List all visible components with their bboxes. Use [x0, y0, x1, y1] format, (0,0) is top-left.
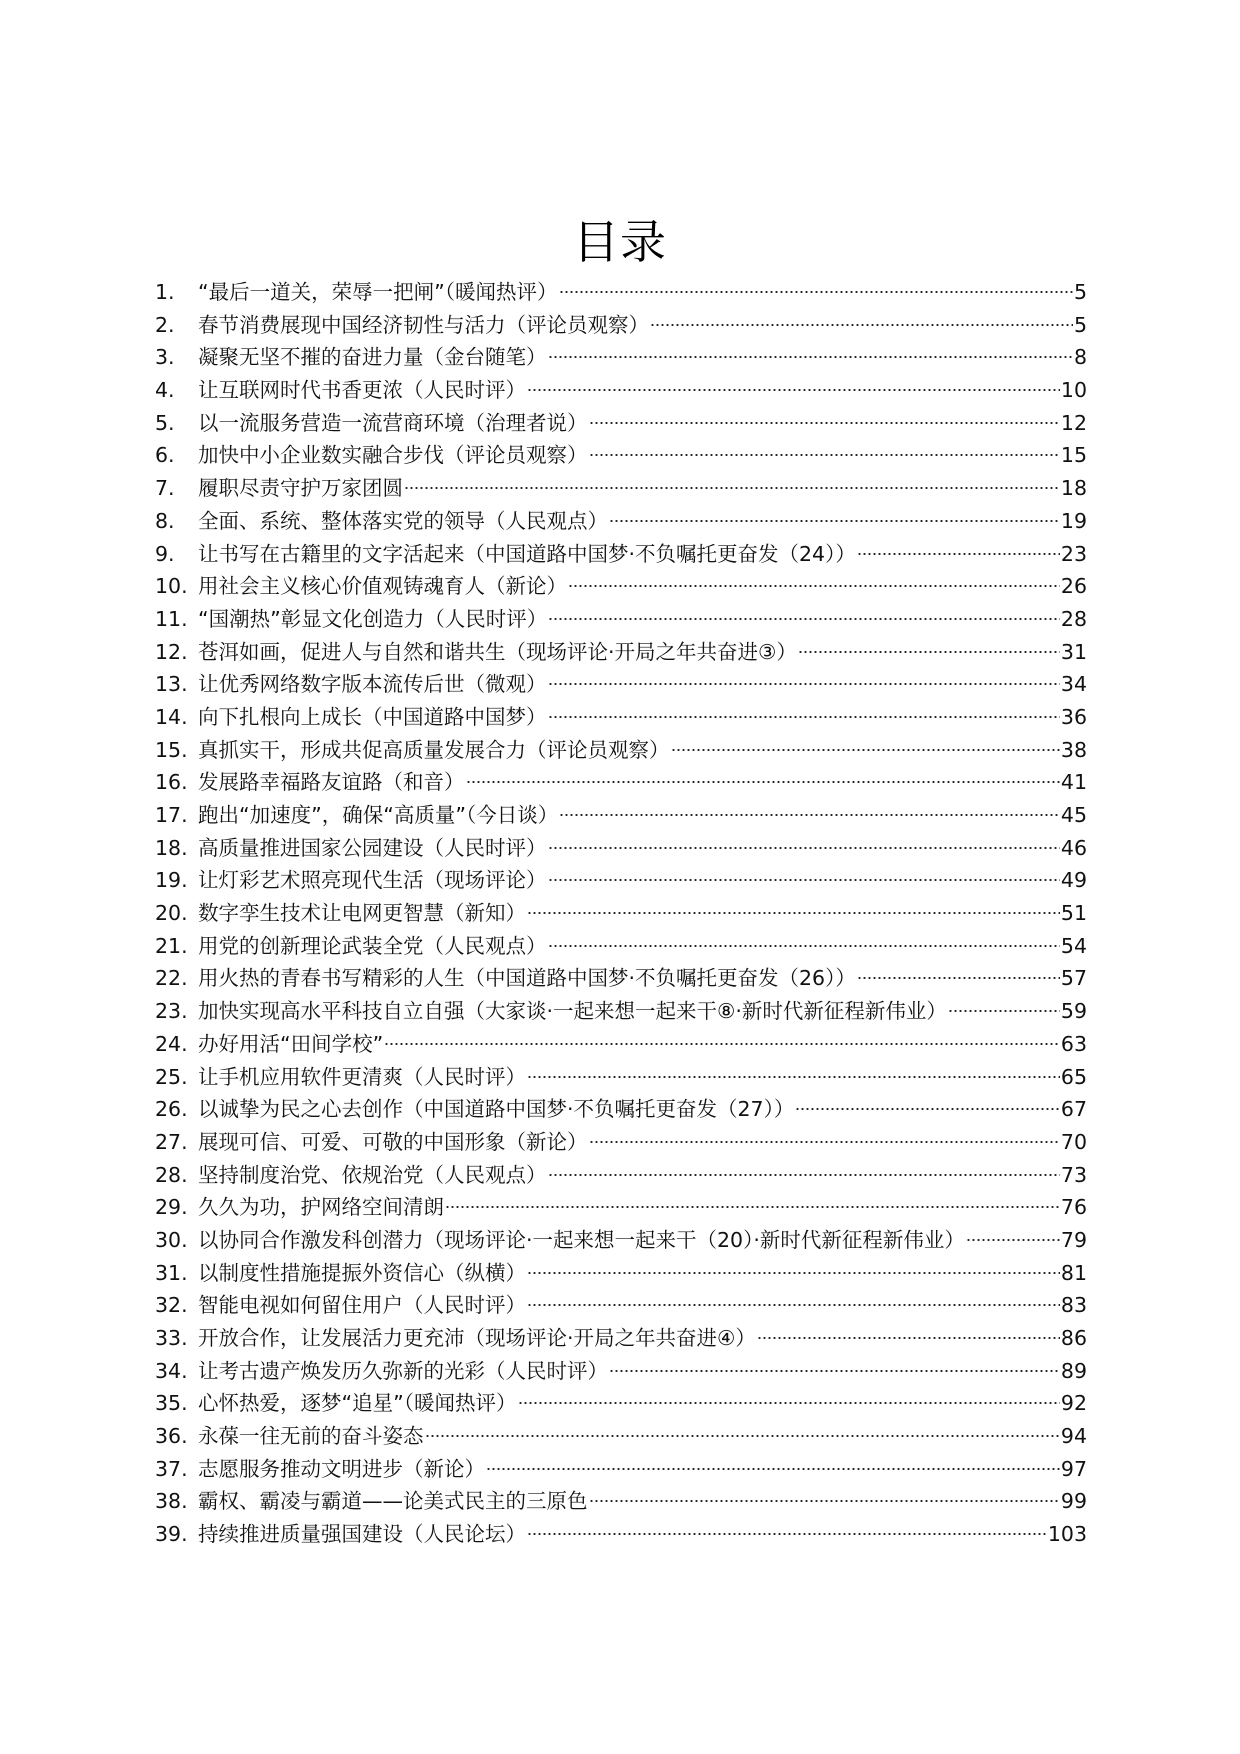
- toc-entry-page-number[interactable]: 19: [1060, 508, 1087, 533]
- toc-entry-page-number[interactable]: 79: [1060, 1227, 1087, 1252]
- toc-dot-leader: [548, 846, 1060, 850]
- toc-entry-title[interactable]: “国潮热”彰显文化创造力（人民时评）: [198, 606, 548, 631]
- toc-entry-title[interactable]: 智能电视如何留住用户（人民时评）: [198, 1293, 526, 1318]
- toc-entry-title[interactable]: 久久为功，护网络空间清朗: [198, 1195, 444, 1220]
- toc-entry[interactable]: [155, 1061, 1087, 1094]
- toc-entry-title[interactable]: 展现可信、可爱、可敬的中国形象（新论）: [198, 1129, 588, 1154]
- toc-entry-page-number[interactable]: 97: [1060, 1456, 1087, 1481]
- toc-entry-page-number[interactable]: 5: [1073, 312, 1087, 337]
- toc-entry-number: 30.: [155, 1227, 188, 1252]
- toc-dot-leader: [548, 944, 1060, 948]
- toc-entry-page-number[interactable]: 92: [1060, 1391, 1087, 1416]
- toc-entry[interactable]: [155, 538, 1087, 571]
- toc-entry-title[interactable]: 高质量推进国家公园建设（人民时评）: [198, 835, 547, 860]
- table-of-contents: [155, 276, 1087, 1551]
- toc-entry-title[interactable]: 发展路幸福路友谊路（和音）: [198, 770, 465, 795]
- toc-entry-title[interactable]: 让互联网时代书香更浓（人民时评）: [198, 378, 526, 403]
- toc-dot-leader: [548, 1173, 1060, 1177]
- toc-entry-number: 29.: [155, 1195, 188, 1220]
- toc-dot-leader: [548, 355, 1073, 359]
- toc-dot-leader: [384, 1042, 1060, 1046]
- toc-entry-number: 21.: [155, 933, 188, 958]
- toc-dot-leader: [609, 1369, 1060, 1373]
- toc-entry[interactable]: [155, 1159, 1087, 1192]
- toc-entry-page-number[interactable]: 49: [1060, 868, 1087, 893]
- toc-entry[interactable]: [155, 1289, 1087, 1322]
- toc-entry[interactable]: [155, 309, 1087, 342]
- toc-entry[interactable]: [155, 1093, 1087, 1126]
- toc-entry[interactable]: [155, 472, 1087, 505]
- toc-entry-number: 38.: [155, 1489, 188, 1514]
- toc-entry[interactable]: [155, 930, 1087, 963]
- toc-dot-leader: [425, 1434, 1060, 1438]
- toc-entry-title[interactable]: 用党的创新理论武装全党（人民观点）: [198, 933, 547, 958]
- toc-entry-title[interactable]: 以一流服务营造一流营商环境（治理者说）: [198, 410, 588, 435]
- toc-entry-number: 33.: [155, 1326, 188, 1350]
- toc-entry-page-number[interactable]: 73: [1060, 1162, 1087, 1187]
- toc-entry-number: 12.: [155, 639, 188, 664]
- toc-dot-leader: [527, 1303, 1060, 1307]
- toc-dot-leader: [527, 1532, 1047, 1536]
- toc-dot-leader: [798, 650, 1060, 654]
- toc-entry-title[interactable]: 全面、系统、整体落实党的领导（人民观点）: [198, 508, 608, 533]
- toc-entry-page-number[interactable]: 46: [1060, 835, 1087, 860]
- toc-entry-title[interactable]: 春节消费展现中国经济韧性与活力（评论员观察）: [198, 312, 649, 337]
- toc-entry-number: 11.: [155, 606, 188, 631]
- toc-entry-number: 9.: [155, 541, 175, 566]
- toc-entry[interactable]: [155, 1518, 1087, 1551]
- toc-entry-number: 28.: [155, 1162, 188, 1187]
- toc-entry[interactable]: [155, 276, 1087, 309]
- toc-entry-number: 17.: [155, 803, 188, 827]
- toc-entry[interactable]: [155, 1420, 1087, 1453]
- toc-entry-number: 36.: [155, 1424, 188, 1449]
- toc-entry-number: 5.: [155, 410, 175, 435]
- toc-entry-title[interactable]: 坚持制度治党、依规治党（人民观点）: [198, 1162, 547, 1187]
- toc-entry[interactable]: [155, 374, 1087, 407]
- toc-entry-title[interactable]: 让考古遗产焕发历久弥新的光彩（人民时评）: [198, 1358, 608, 1383]
- toc-dot-leader: [527, 911, 1060, 915]
- toc-entry-page-number[interactable]: 63: [1060, 1031, 1087, 1056]
- toc-entry[interactable]: [155, 1355, 1087, 1388]
- toc-entry-page-number[interactable]: 28: [1060, 606, 1087, 631]
- toc-entry-page-number[interactable]: 59: [1060, 999, 1087, 1024]
- toc-entry-title[interactable]: 加快中小企业数实融合步伐（评论员观察）: [198, 443, 588, 468]
- toc-entry-number: 6.: [155, 443, 175, 468]
- toc-entry-page-number[interactable]: 5: [1073, 280, 1087, 304]
- toc-entry-title[interactable]: 凝聚无坚不摧的奋进力量（金台随笔）: [198, 345, 547, 370]
- toc-entry-number: 19.: [155, 868, 188, 893]
- toc-entry-title[interactable]: 让书写在古籍里的文字活起来（中国道路中国梦·不负嘱托更奋发（24））: [198, 541, 856, 566]
- toc-entry-number: 32.: [155, 1293, 188, 1318]
- toc-entry-page-number[interactable]: 45: [1060, 803, 1087, 827]
- page-title: 目录: [573, 215, 667, 269]
- toc-entry[interactable]: [155, 995, 1087, 1028]
- toc-entry-number: 26.: [155, 1097, 188, 1122]
- toc-entry-number: 39.: [155, 1522, 188, 1547]
- toc-entry-page-number[interactable]: 86: [1060, 1326, 1087, 1350]
- toc-entry-title[interactable]: 办好用活“田间学校”: [198, 1031, 384, 1056]
- toc-entry[interactable]: [155, 1485, 1087, 1518]
- toc-dot-leader: [795, 1107, 1060, 1111]
- toc-entry-title[interactable]: 数字孪生技术让电网更智慧（新知）: [198, 901, 526, 926]
- toc-entry[interactable]: [155, 1126, 1087, 1159]
- toc-entry-number: 31.: [155, 1260, 188, 1285]
- toc-entry-number: 16.: [155, 770, 188, 795]
- toc-entry[interactable]: [155, 1191, 1087, 1224]
- toc-entry[interactable]: [155, 341, 1087, 374]
- toc-entry-page-number[interactable]: 26: [1060, 574, 1087, 599]
- toc-entry-page-number[interactable]: 31: [1060, 639, 1087, 664]
- toc-dot-leader: [404, 486, 1060, 490]
- toc-entry-title[interactable]: 心怀热爱，逐梦“追星”（暖闻热评）: [198, 1391, 517, 1416]
- toc-entry-title[interactable]: 以制度性措施提振外资信心（纵横）: [198, 1260, 526, 1285]
- toc-dot-leader: [948, 1009, 1060, 1013]
- toc-entry[interactable]: [155, 897, 1087, 930]
- toc-entry-number: 22.: [155, 966, 188, 991]
- toc-dot-leader: [518, 1401, 1060, 1405]
- toc-entry-page-number[interactable]: 99: [1060, 1489, 1087, 1514]
- toc-entry-number: 8.: [155, 508, 175, 533]
- toc-entry-number: 4.: [155, 378, 175, 403]
- toc-dot-leader: [650, 323, 1073, 327]
- toc-dot-leader: [857, 552, 1060, 556]
- toc-dot-leader: [548, 715, 1060, 719]
- toc-dot-leader: [548, 878, 1060, 882]
- toc-entry-page-number[interactable]: 103: [1047, 1522, 1087, 1547]
- toc-entry-number: 3.: [155, 345, 175, 370]
- toc-entry-number: 35.: [155, 1391, 188, 1416]
- toc-entry[interactable]: [155, 407, 1087, 440]
- toc-dot-leader: [568, 584, 1060, 588]
- toc-entry[interactable]: [155, 1257, 1087, 1290]
- toc-entry-number: 23.: [155, 999, 188, 1024]
- toc-entry-title[interactable]: 向下扎根向上成长（中国道路中国梦）: [198, 704, 547, 729]
- toc-entry-page-number[interactable]: 10: [1060, 378, 1087, 403]
- toc-entry[interactable]: [155, 1453, 1087, 1486]
- toc-dot-leader: [548, 617, 1060, 621]
- toc-entry-page-number[interactable]: 83: [1060, 1293, 1087, 1318]
- toc-entry-title[interactable]: 持续推进质量强国建设（人民论坛）: [198, 1522, 526, 1547]
- toc-entry-page-number[interactable]: 94: [1060, 1424, 1087, 1449]
- toc-entry-page-number[interactable]: 70: [1060, 1129, 1087, 1154]
- toc-entry-title[interactable]: 永葆一往无前的奋斗姿态: [198, 1424, 424, 1449]
- toc-entry-page-number[interactable]: 81: [1060, 1260, 1087, 1285]
- toc-dot-leader: [966, 1238, 1060, 1242]
- toc-entry[interactable]: [155, 832, 1087, 865]
- toc-dot-leader: [757, 1336, 1060, 1340]
- toc-entry-number: 20.: [155, 901, 188, 926]
- toc-entry[interactable]: [155, 1224, 1087, 1257]
- toc-dot-leader: [527, 1271, 1060, 1275]
- toc-entry-number: 10.: [155, 574, 188, 599]
- toc-entry-title[interactable]: 让手机应用软件更清爽（人民时评）: [198, 1064, 526, 1089]
- toc-entry-page-number[interactable]: 89: [1060, 1358, 1087, 1383]
- toc-entry-title[interactable]: 用社会主义核心价值观铸魂育人（新论）: [198, 574, 567, 599]
- toc-entry-title[interactable]: 跑出“加速度”，确保“高质量”（今日谈）: [198, 803, 559, 827]
- toc-entry-title[interactable]: 以协同合作激发科创潜力（现场评论·一起来想一起来干（20）·新时代新征程新伟业）: [198, 1227, 965, 1252]
- toc-entry[interactable]: [155, 505, 1087, 538]
- toc-entry-page-number[interactable]: 76: [1060, 1195, 1087, 1220]
- toc-entry[interactable]: [155, 1387, 1087, 1420]
- toc-entry-title[interactable]: 以诚挚为民之心去创作（中国道路中国梦·不负嘱托更奋发（27））: [198, 1097, 795, 1122]
- toc-entry-page-number[interactable]: 57: [1060, 966, 1087, 991]
- toc-dot-leader: [527, 388, 1060, 392]
- toc-entry-page-number[interactable]: 15: [1060, 443, 1087, 468]
- toc-dot-leader: [589, 1499, 1060, 1503]
- toc-entry-title[interactable]: 苍洱如画，促进人与自然和谐共生（现场评论·开局之年共奋进③）: [198, 639, 797, 664]
- toc-entry[interactable]: [155, 636, 1087, 669]
- toc-entry-page-number[interactable]: 65: [1060, 1064, 1087, 1089]
- toc-dot-leader: [671, 748, 1060, 752]
- toc-entry-page-number[interactable]: 38: [1060, 737, 1087, 762]
- toc-entry[interactable]: [155, 962, 1087, 995]
- toc-entry[interactable]: [155, 1028, 1087, 1061]
- toc-entry-number: 25.: [155, 1064, 188, 1089]
- toc-entry-title[interactable]: 真抓实干，形成共促高质量发展合力（评论员观察）: [198, 737, 670, 762]
- toc-dot-leader: [527, 1075, 1060, 1079]
- toc-entry[interactable]: [155, 439, 1087, 472]
- toc-entry-title[interactable]: 用火热的青春书写精彩的人生（中国道路中国梦·不负嘱托更奋发（26））: [198, 966, 856, 991]
- toc-entry-title[interactable]: 履职尽责守护万家团圆: [198, 476, 403, 501]
- toc-entry[interactable]: [155, 864, 1087, 897]
- toc-entry-page-number[interactable]: 8: [1073, 345, 1087, 370]
- toc-dot-leader: [589, 1140, 1060, 1144]
- toc-entry-number: 18.: [155, 835, 188, 860]
- toc-entry-number: 2.: [155, 312, 175, 337]
- toc-entry-title[interactable]: 开放合作，让发展活力更充沛（现场评论·开局之年共奋进④）: [198, 1326, 756, 1350]
- toc-entry-number: 7.: [155, 476, 175, 501]
- toc-dot-leader: [548, 682, 1060, 686]
- toc-entry-page-number[interactable]: 12: [1060, 410, 1087, 435]
- toc-entry-page-number[interactable]: 67: [1060, 1097, 1087, 1122]
- toc-entry-number: 27.: [155, 1129, 188, 1154]
- toc-entry[interactable]: [155, 1322, 1087, 1355]
- toc-entry-number: 1.: [155, 280, 175, 304]
- toc-entry[interactable]: [155, 799, 1087, 832]
- toc-entry-number: 15.: [155, 737, 188, 762]
- toc-entry-title[interactable]: “最后一道关，荣辱一把闸”（暖闻热评）: [198, 280, 558, 304]
- toc-entry-page-number[interactable]: 36: [1060, 704, 1087, 729]
- toc-dot-leader: [589, 453, 1060, 457]
- toc-entry[interactable]: [155, 701, 1087, 734]
- toc-entry-title[interactable]: 让灯彩艺术照亮现代生活（现场评论）: [198, 868, 547, 893]
- toc-dot-leader: [445, 1205, 1060, 1209]
- toc-entry-title[interactable]: 加快实现高水平科技自立自强（大家谈·一起来想一起来干⑧·新时代新征程新伟业）: [198, 999, 947, 1024]
- toc-entry[interactable]: [155, 766, 1087, 799]
- toc-entry-title[interactable]: 霸权、霸凌与霸道——论美式民主的三原色: [198, 1489, 588, 1514]
- toc-dot-leader: [466, 780, 1060, 784]
- toc-entry-page-number[interactable]: 23: [1060, 541, 1087, 566]
- toc-entry-page-number[interactable]: 18: [1060, 476, 1087, 501]
- toc-dot-leader: [589, 421, 1060, 425]
- toc-dot-leader: [559, 813, 1060, 817]
- toc-entry[interactable]: [155, 668, 1087, 701]
- toc-dot-leader: [609, 519, 1060, 523]
- toc-entry-number: 34.: [155, 1358, 188, 1383]
- toc-dot-leader: [486, 1467, 1060, 1471]
- toc-entry-number: 13.: [155, 672, 188, 697]
- toc-entry-title[interactable]: 志愿服务推动文明进步（新论）: [198, 1456, 485, 1481]
- toc-entry-page-number[interactable]: 41: [1060, 770, 1087, 795]
- toc-entry-page-number[interactable]: 34: [1060, 672, 1087, 697]
- toc-entry[interactable]: [155, 734, 1087, 767]
- toc-entry-page-number[interactable]: 54: [1060, 933, 1087, 958]
- toc-entry-page-number[interactable]: 51: [1060, 901, 1087, 926]
- toc-entry[interactable]: [155, 603, 1087, 636]
- toc-entry-number: 14.: [155, 704, 188, 729]
- toc-entry-number: 24.: [155, 1031, 188, 1056]
- toc-dot-leader: [559, 290, 1073, 294]
- toc-entry-title[interactable]: 让优秀网络数字版本流传后世（微观）: [198, 672, 547, 697]
- toc-dot-leader: [857, 976, 1060, 980]
- toc-entry[interactable]: [155, 570, 1087, 603]
- toc-entry-number: 37.: [155, 1456, 188, 1481]
